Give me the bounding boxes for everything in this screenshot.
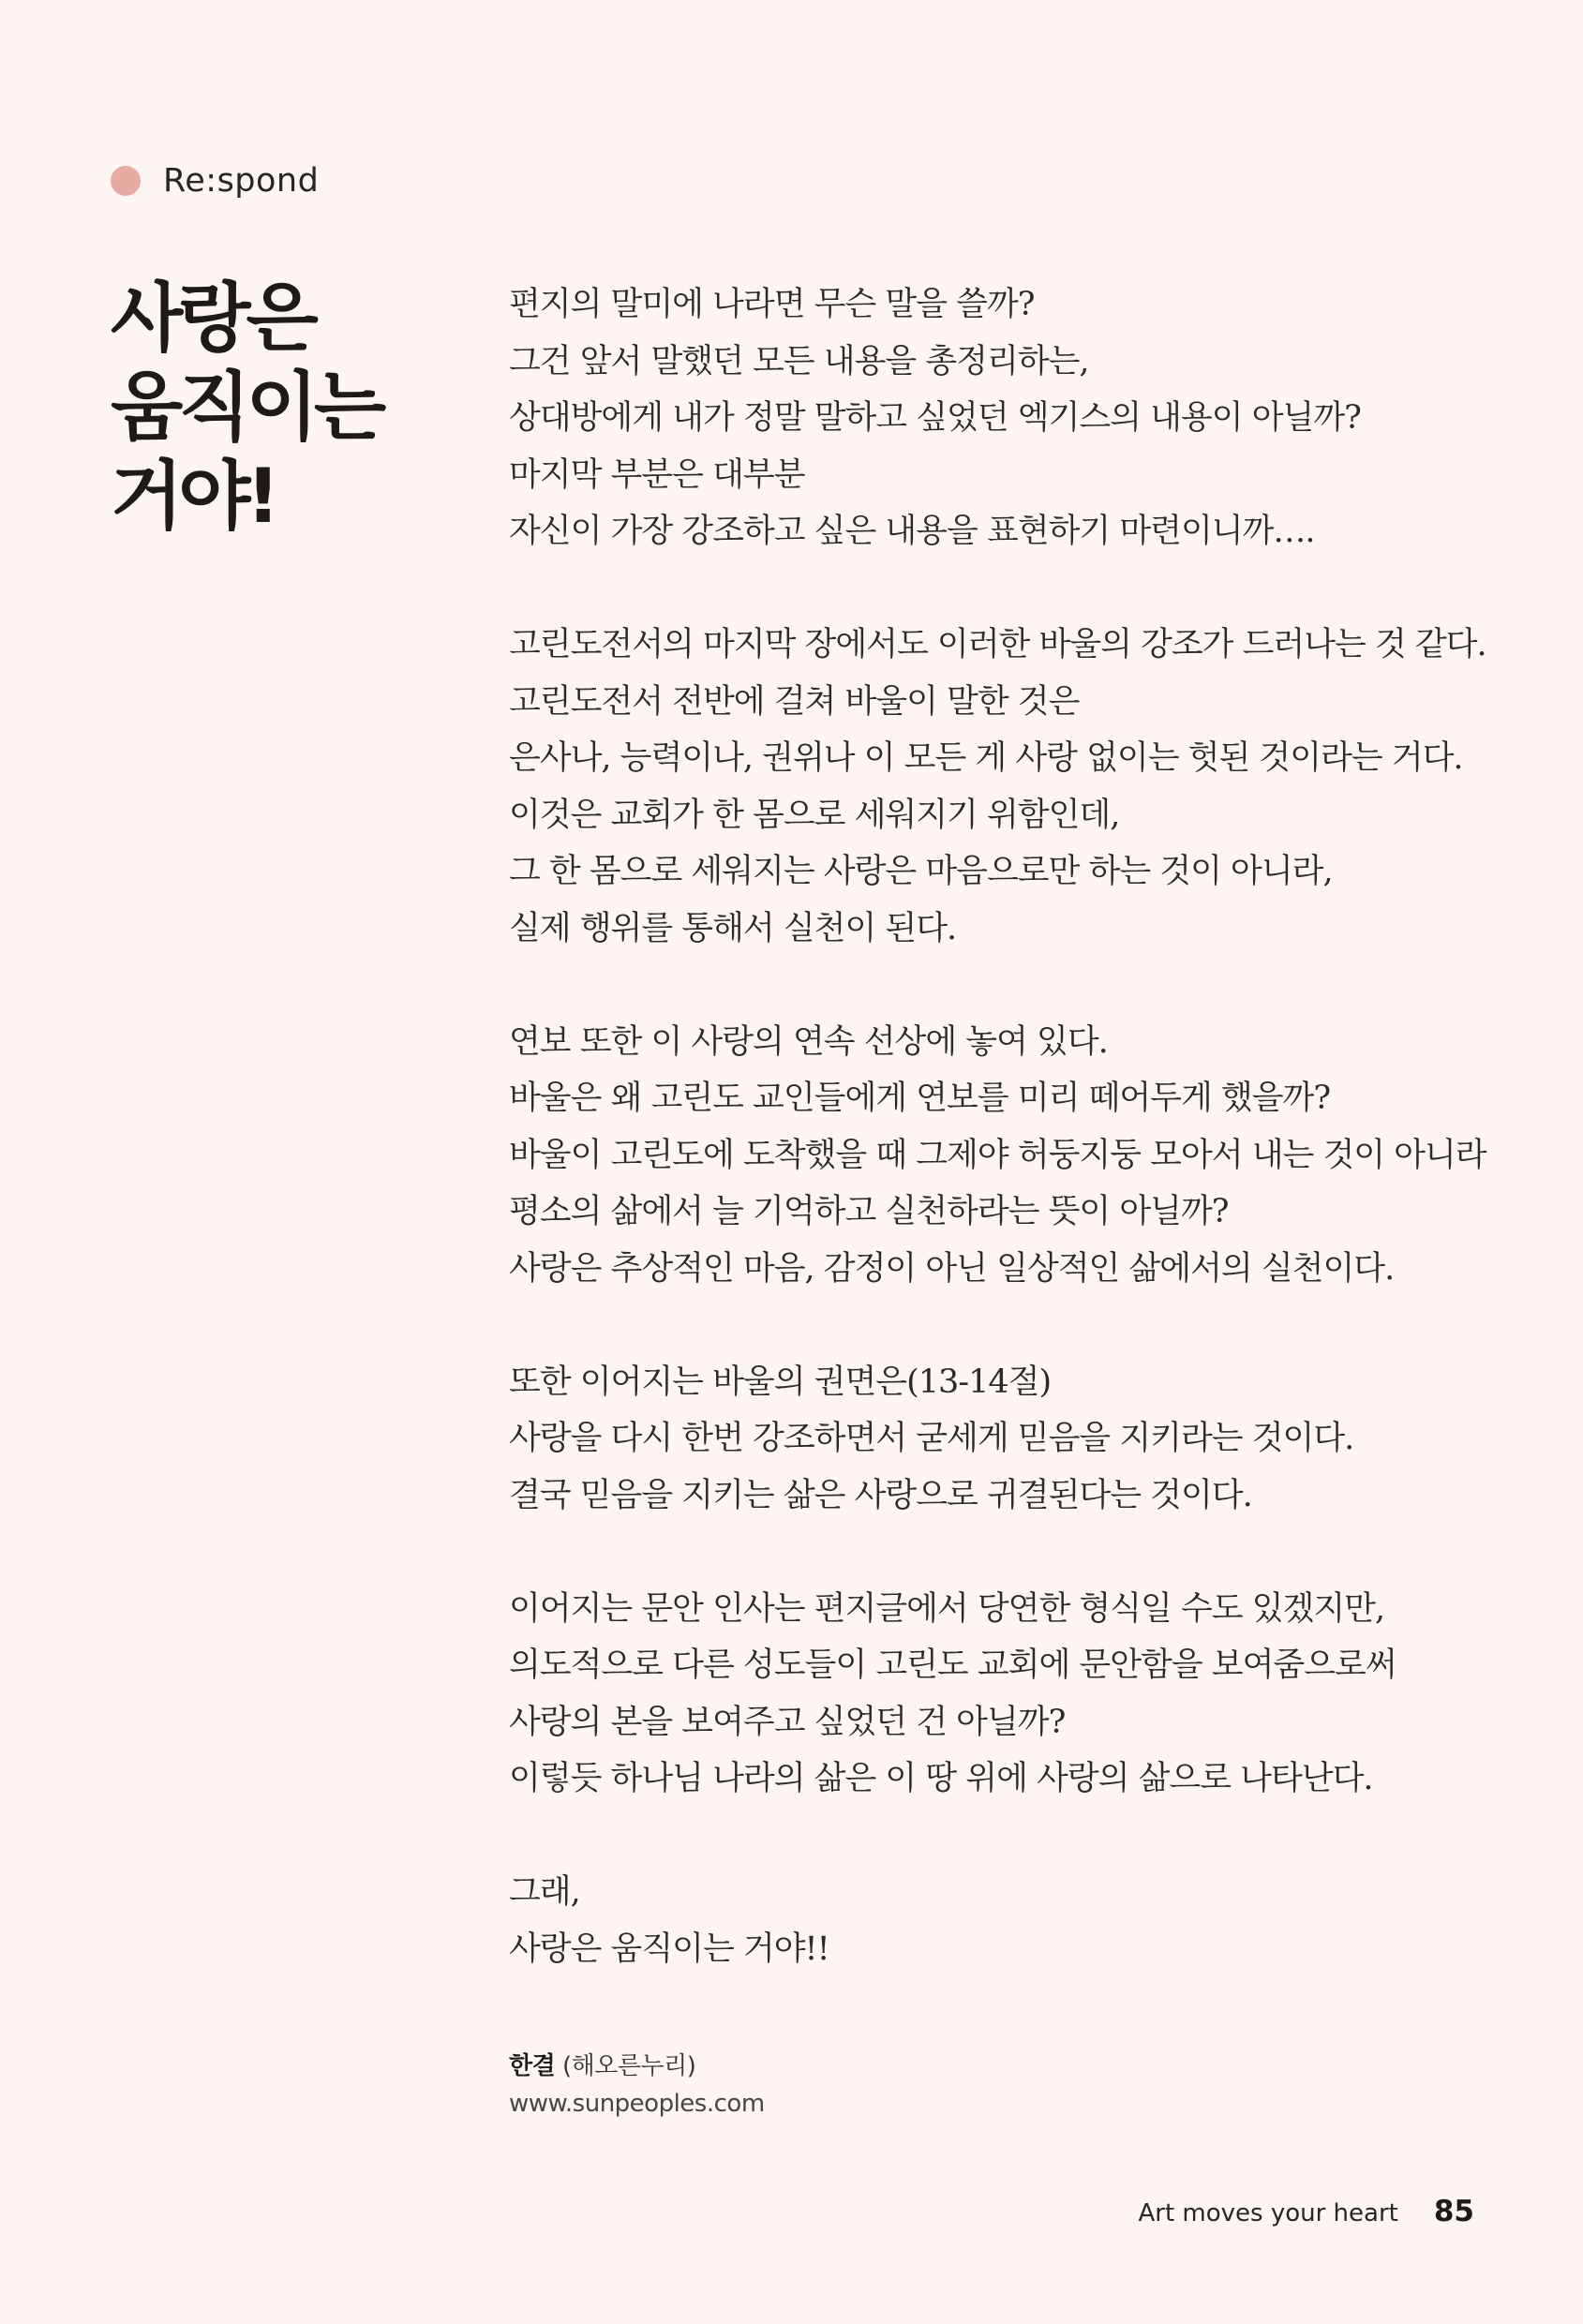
- body-line: 편지의 말미에 나라면 무슨 말을 쓸까?: [509, 286, 1035, 323]
- body-line: 고린도전서 전반에 걸쳐 바울이 말한 것은: [509, 682, 1080, 721]
- body-line: 이어지는 문안 인사는 편지글에서 당연한 형식일 수도 있겠지만,: [509, 1589, 1385, 1628]
- author-credit: [509, 2048, 765, 2123]
- body-line: 이것은 교회가 한 몸으로 세워지기 위함인데,: [509, 796, 1120, 834]
- body-line: 은사나, 능력이나, 권위나 이 모든 게 사랑 없이는 헛된 것이라는 거다.: [509, 739, 1463, 777]
- body-stanza: [509, 617, 1502, 957]
- body-stanza: [509, 1581, 1502, 1808]
- body-line: 실제 행위를 통해서 실천이 된다.: [509, 909, 957, 947]
- body-stanza: [509, 1014, 1502, 1298]
- author-affiliation: (해오른누리): [562, 2052, 696, 2080]
- body-line: 평소의 삶에서 늘 기억하고 실천하라는 뜻이 아닐까?: [509, 1193, 1229, 1230]
- body-line: 그건 앞서 말했던 모든 내용을 총정리하는,: [509, 342, 1089, 380]
- body-line: 그래,: [509, 1873, 580, 1911]
- headline-line: 사랑은: [111, 275, 314, 362]
- body-line: 그 한 몸으로 세워지는 사랑은 마음으로만 하는 것이 아니라,: [509, 853, 1333, 890]
- body-line: 바울이 고린도에 도착했을 때 그제야 허둥지둥 모아서 내는 것이 아니라: [509, 1136, 1486, 1174]
- body-line: 상대방에게 내가 정말 말하고 싶었던 엑기스의 내용이 아닐까?: [509, 399, 1361, 437]
- body-line: 또한 이어지는 바울의 권면은(13-14절): [509, 1363, 1052, 1401]
- article-body: [509, 276, 1502, 1977]
- page-footer: [1138, 2195, 1474, 2228]
- body-stanza: [509, 276, 1502, 560]
- body-line: 고린도전서의 마지막 장에서도 이러한 바울의 강조가 드러나는 것 같다.: [509, 626, 1486, 663]
- headline-line: 움직이는: [111, 364, 382, 451]
- body-stanza: [509, 1864, 1502, 1977]
- article-headline: [111, 274, 420, 541]
- body-line: 사랑은 추상적인 마음, 감정이 아닌 일상적인 삶에서의 실천이다.: [509, 1249, 1395, 1288]
- section-label: Re:spond: [163, 162, 320, 200]
- body-line: 마지막 부분은 대부분: [509, 455, 805, 494]
- body-line: 결국 믿음을 지키는 삶은 사랑으로 귀결된다는 것이다.: [509, 1476, 1252, 1514]
- page-number: 85: [1433, 2195, 1474, 2228]
- author-name: 한결: [509, 2052, 556, 2080]
- body-line: 자신이 가장 강조하고 싶은 내용을 표현하기 마련이니까….: [509, 513, 1315, 550]
- body-line: 이렇듯 하나님 나라의 삶은 이 땅 위에 사랑의 삶으로 나타난다.: [509, 1760, 1373, 1797]
- body-line: 사랑의 본을 보여주고 싶었던 건 아닐까?: [509, 1703, 1066, 1741]
- body-line: 바울은 왜 고린도 교인들에게 연보를 미리 떼어두게 했을까?: [509, 1080, 1331, 1117]
- body-line: 사랑을 다시 한번 강조하면서 굳세게 믿음을 지키라는 것이다.: [509, 1420, 1354, 1457]
- author-url: www.sunpeoples.com: [509, 2090, 765, 2118]
- body-stanza: [509, 1354, 1502, 1525]
- footer-tagline: Art moves your heart: [1138, 2199, 1398, 2227]
- body-line: 연보 또한 이 사랑의 연속 선상에 놓여 있다.: [509, 1022, 1108, 1061]
- headline-line: 거야!: [111, 453, 276, 540]
- body-line: 의도적으로 다른 성도들이 고린도 교회에 문안함을 보여줌으로써: [509, 1646, 1396, 1684]
- section-dot-icon: [111, 166, 141, 196]
- section-tag: [111, 159, 319, 202]
- body-line: 사랑은 움직이는 거야!!: [509, 1929, 829, 1968]
